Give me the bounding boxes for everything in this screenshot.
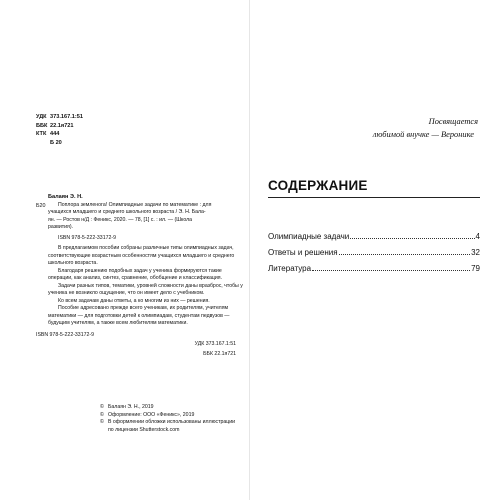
bib-line: Поплора земленога! Олимпиадные задачи по математике : для	[58, 201, 212, 208]
annotation-paragraph: Пособие адресовано прежде всего ученикам, их родителям, учителям математики — для подготовки детей к олимпиадам, студентам педвузов — будущим учителям, а также всем любителям математики.	[48, 305, 230, 326]
toc-entry-label: Литература	[268, 264, 312, 273]
toc-entry-page: 79	[471, 264, 480, 273]
classification-codes	[36, 113, 83, 147]
isbn-footer: ISBN 978-5-222-33172-9	[36, 331, 94, 338]
annotation-paragraph: Благодаря решению подобных задач у ученика формируются такие операции, как анализ, синтез, сравнение, обобщение и классификация.	[48, 267, 223, 281]
table-of-contents	[268, 225, 480, 273]
bibliographic-description	[36, 202, 246, 328]
isbn: ISBN 978-5-222-33172-9	[58, 234, 116, 241]
imprint-block	[36, 194, 246, 358]
toc-leader	[312, 270, 470, 271]
copyright-line: © В оформлении обложки использованы иллюстрации по лицензии Shutterstock.com	[100, 419, 235, 433]
toc-entry-label: Ответы и решения	[268, 248, 338, 257]
toc-leader	[339, 254, 471, 255]
copyright-line: © Балаян Э. Н., 2019	[100, 404, 154, 410]
toc-title: СОДЕРЖАНИЕ	[268, 178, 480, 198]
code-row: Б 20	[50, 139, 62, 146]
dedication: Посвящается любимой внучке — Веронике	[372, 117, 478, 139]
copyright-icon: ©	[100, 404, 104, 410]
bib-line: учащихся младшего и среднего школьного возраста / Э. Н. Бала-	[48, 209, 206, 215]
copyright-icon: ©	[100, 419, 104, 426]
copyright-block	[100, 404, 240, 434]
bib-line: ян. — Ростов н/Д : Феникс, 2020. — 78, [1] с. : ил. — (Школа	[48, 216, 193, 223]
code-row: КТК 444	[36, 131, 60, 138]
bib-line: развития).	[48, 224, 73, 230]
toc-entry-label: Олимпиадные задачи	[268, 232, 350, 241]
annotation-paragraph: Задачи разных типов, тематики, уровней сложности даны вразброс, чтобы у ученика не возникло ощущение, что он имеет дело с учебником.	[48, 282, 243, 296]
toc-entry[interactable]	[268, 241, 480, 257]
toc-entry-page: 32	[471, 248, 480, 257]
toc-entry-page: 4	[475, 232, 480, 241]
author-code: Б20	[36, 203, 46, 209]
toc-entry[interactable]	[268, 257, 480, 273]
right-page	[250, 0, 500, 500]
code-row: УДК 373.167.1:51	[36, 114, 83, 120]
code-row: ББК 22.1я721	[36, 122, 74, 129]
bbk-footer: ББК 22.1я721	[203, 350, 236, 357]
annotation-paragraph: Ко всем задачам даны ответы, а ко многим из них — решения.	[58, 297, 210, 304]
copyright-icon: ©	[100, 411, 104, 418]
toc-leader	[350, 238, 474, 239]
copyright-line: © Оформление: ООО «Феникс», 2019	[100, 411, 195, 418]
toc-entry[interactable]	[268, 225, 480, 241]
author-name: Балаян Э. Н.	[48, 194, 83, 200]
annotation-paragraph: В предлагаемом пособии собраны различные типы олимпиадных задач, соответствующие возрастным особенностям учащихся младшего и среднего школьного возраста.	[48, 245, 235, 266]
udk-footer: УДК 373.167.1:51	[194, 341, 236, 347]
